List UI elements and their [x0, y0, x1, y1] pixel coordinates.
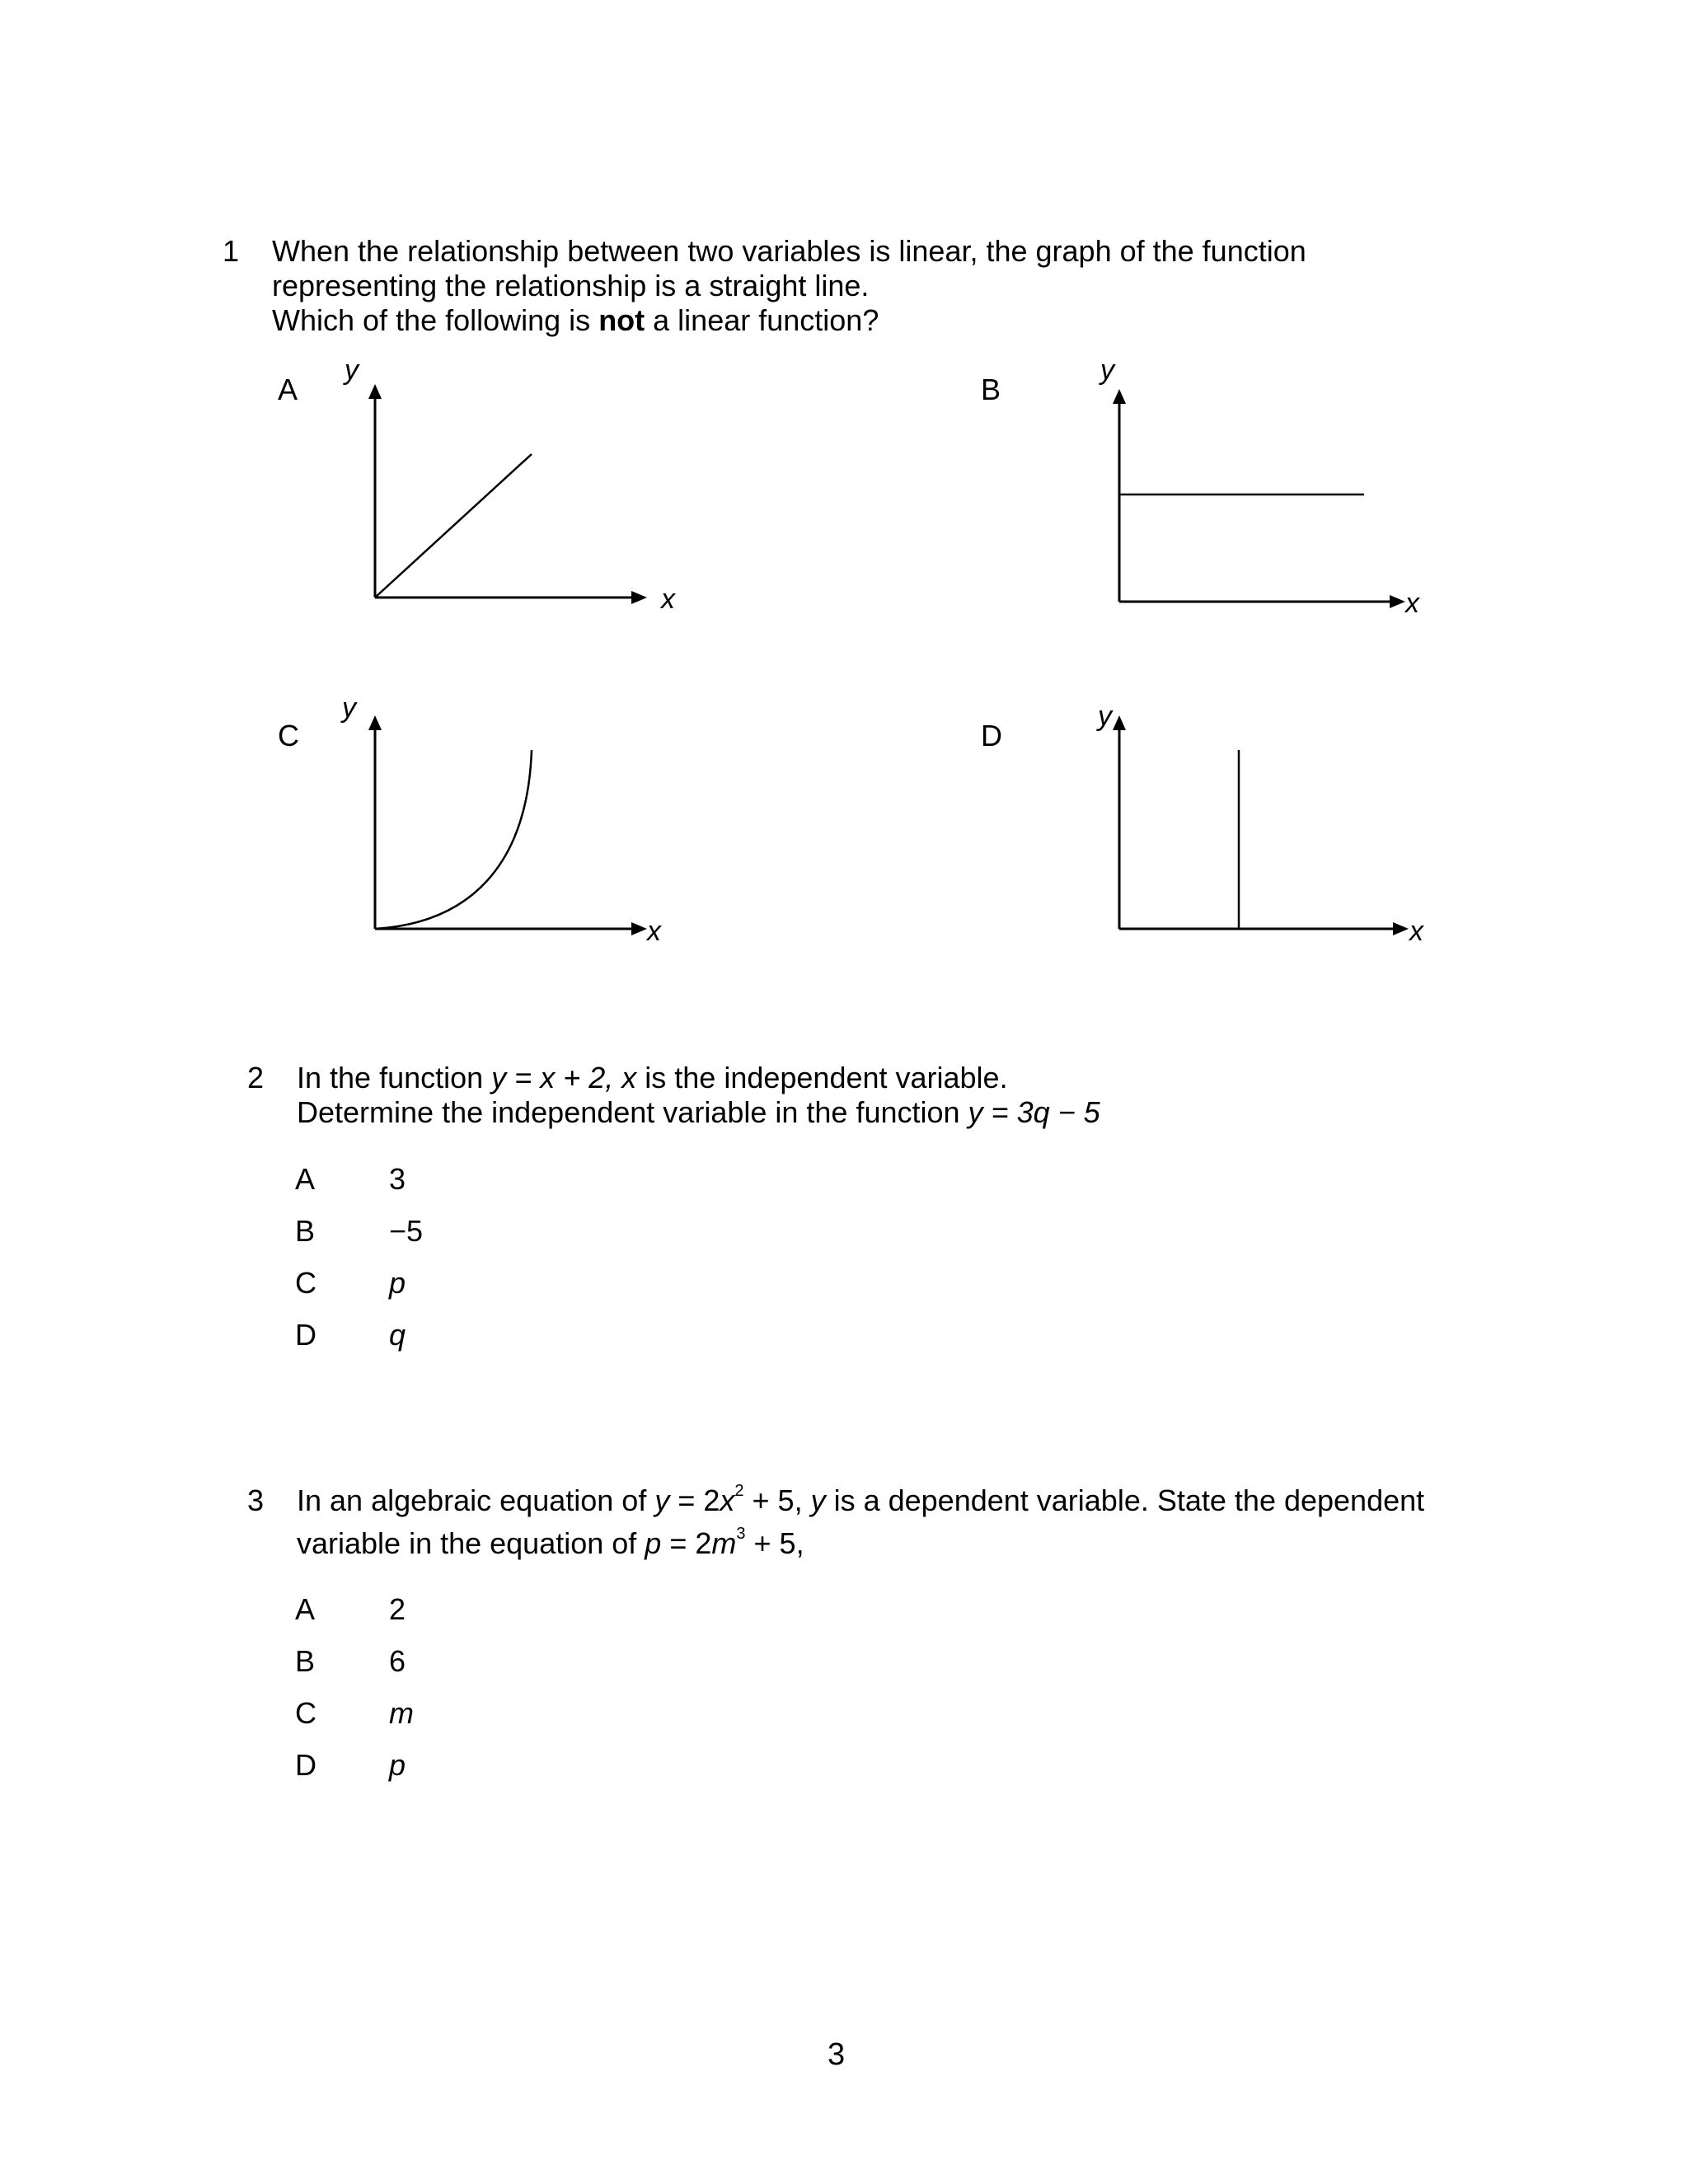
graph-d-y-arrow: [1113, 715, 1126, 730]
q1-text-line2: representing the relationship is a straight line.: [272, 269, 870, 302]
q3-text-line1: In an algebraic equation of $y = 2x^2 + 5$, y is a dependent variable. State the dependent: [297, 1482, 1425, 1517]
q3-option-c-letter[interactable]: C: [295, 1696, 316, 1730]
q2-option-b-letter[interactable]: B: [295, 1214, 316, 1248]
q1-emphasis-not: not: [598, 303, 645, 337]
graph-c: [330, 684, 701, 964]
q3-number: 3: [247, 1483, 265, 1517]
q2-option-a-value[interactable]: 3: [389, 1162, 406, 1196]
graph-b-x-label: x: [1405, 588, 1419, 619]
q2-option-a-letter[interactable]: A: [295, 1162, 316, 1196]
graph-d-y-label: y: [1098, 701, 1112, 732]
graph-b-label: B: [981, 373, 1001, 406]
q2-text-line2: Determine the independent variable in the function y = 3q − 5: [297, 1095, 1100, 1129]
graph-d: [1071, 684, 1442, 964]
q3-option-a-value[interactable]: 2: [389, 1592, 406, 1626]
q1-text-line3: Which of the following is not a linear function?: [272, 303, 879, 337]
q2-equation-2: y = 3q − 5: [968, 1095, 1100, 1129]
graph-a-y-label: y: [345, 354, 359, 386]
graph-b-y-label: y: [1100, 354, 1114, 386]
q2-option-b-value[interactable]: −5: [389, 1214, 424, 1248]
graph-b-x-arrow: [1390, 595, 1405, 608]
q3-option-a-letter[interactable]: A: [295, 1592, 316, 1626]
q2-option-c-letter[interactable]: C: [295, 1266, 316, 1300]
q2-equation-1: y = x + 2, x: [491, 1061, 637, 1094]
graph-c-x-arrow: [631, 922, 647, 935]
q1-number: 1: [223, 234, 240, 268]
graph-a-label: A: [278, 373, 298, 406]
graph-c-y-arrow: [368, 715, 382, 730]
graph-b: [1071, 346, 1442, 626]
graph-d-label: D: [981, 719, 1002, 752]
graph-c-curve: [375, 750, 532, 929]
q2-option-c-value[interactable]: p: [389, 1266, 406, 1300]
q3-option-b-letter[interactable]: B: [295, 1644, 316, 1678]
graph-d-x-label: x: [1409, 916, 1423, 947]
page-number: 3: [828, 2037, 846, 2072]
q2-option-d-value[interactable]: q: [389, 1318, 406, 1352]
q3-option-d-letter[interactable]: D: [295, 1748, 316, 1782]
graph-a-x-arrow: [631, 591, 647, 604]
q2-option-d-letter[interactable]: D: [295, 1318, 316, 1352]
graph-a: [330, 346, 701, 626]
graph-a-line: [375, 454, 532, 598]
graph-c-y-label: y: [342, 692, 356, 724]
graph-c-label: C: [278, 719, 299, 752]
q3-text-line2: variable in the equation of $p = 2m^3 + 5$,: [297, 1525, 804, 1560]
q3-option-d-value[interactable]: p: [389, 1748, 406, 1782]
graph-a-x-label: x: [661, 583, 675, 615]
q2-number: 2: [247, 1061, 265, 1094]
graph-b-y-arrow: [1113, 389, 1126, 404]
q3-option-b-value[interactable]: 6: [389, 1644, 406, 1678]
q1-text-line1: When the relationship between two variables is linear, the graph of the function: [272, 234, 1306, 268]
graph-d-x-arrow: [1393, 922, 1409, 935]
q3-option-c-value[interactable]: m: [389, 1696, 414, 1730]
graph-c-x-label: x: [647, 916, 661, 947]
q2-text-line1: In the function y = x + 2, x is the independent variable.: [297, 1061, 1008, 1094]
graph-a-y-arrow: [368, 384, 382, 399]
